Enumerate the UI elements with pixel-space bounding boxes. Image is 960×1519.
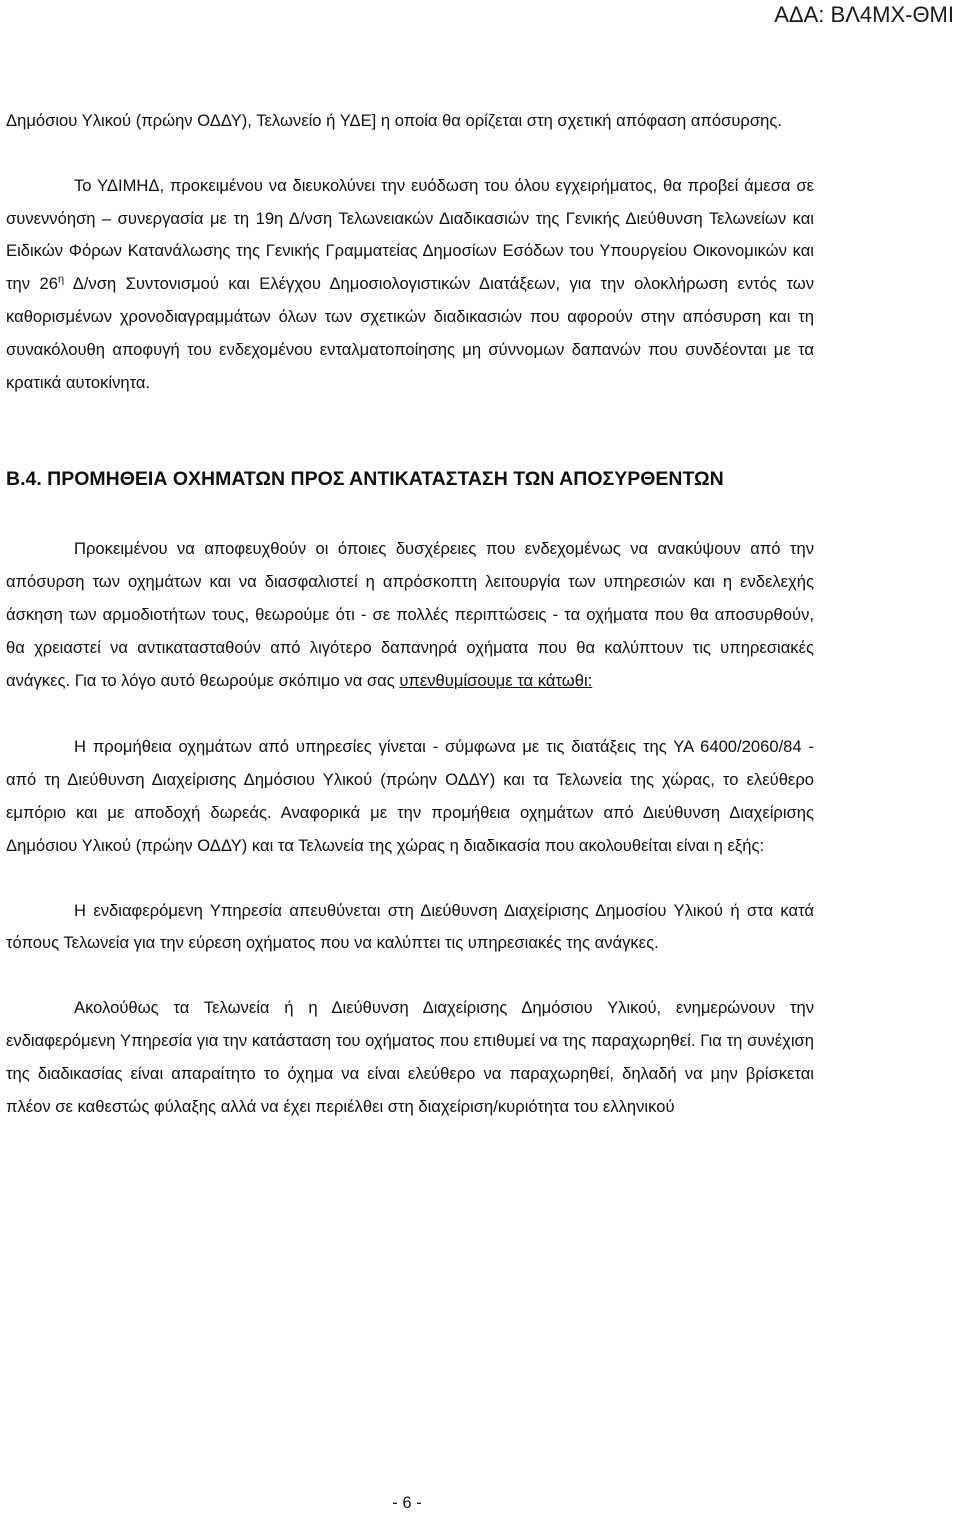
paragraph-1: Δημόσιου Υλικού (πρώην ΟΔΔΥ), Τελωνείο ή ΥΔΕ] η οποία θα ορίζεται στη σχετική απόφαση απόσυρσης.: [6, 111, 782, 130]
paragraph-4: Η προμήθεια οχημάτων από υπηρεσίες γίνεται - σύμφωνα με τις διατάξεις της ΥΑ 6400/2060/84 - από τη Διεύθυνση Διαχείρισης Δημόσιου Υλικού (πρώην ΟΔΔΥ) και τα Τελωνεία της χώρας, το ελεύθερο εμπόριο και με αποδοχή δωρεάς. Αναφορικά με την προμήθεια οχημάτων από Διεύθυνση Διαχείρισης Δημόσιου Υλικού (πρώην ΟΔΔΥ) και τα Τελωνεία της χώρας η διαδικασία που ακολουθείται είναι η εξής:: [6, 737, 814, 855]
ada-code: ΑΔΑ: ΒΛ4ΜΧ-ΘΜΙ: [774, 2, 954, 27]
paragraph-3-underlined-text: υπενθυμίσουμε τα κάτωθι:: [399, 670, 593, 690]
paragraph-2-text-start: Το ΥΔΙΜΗΔ, προκειμένου να διευκολύνει την ευόδωση του όλου εγχειρήματος, θα προβεί άμεσα σε συνεννόηση – συνεργασία με τη 19η Δ/νση Τελωνειακών Διαδικασιών της Γενικής Διεύθυνση Τελωνείων και Ειδικών Φόρων Κατανάλωσης της Γενικής Γραμματείας Δημοσίων Εσόδων του Υπουργείου Οικονομικών και την 26: [6, 175, 814, 294]
page-number: - 6 -: [392, 1493, 422, 1512]
paragraph-3-text: Προκειμένου να αποφευχθούν οι όποιες δυσχέρειες που ενδεχομένως να ανακύψουν από την απόσυρση των οχημάτων και να διασφαλιστεί η απρόσκοπτη λειτουργία των υπηρεσιών και η ενδελεχής άσκηση των αρμοδιοτήτων τους, θεωρούμε ότι - σε πολλές περιπτώσεις - τα οχήματα που θα αποσυρθούν, θα χρειαστεί να αντικατασταθούν από λιγότερο δαπανηρά οχήματα που θα καλύπτουν τις υπηρεσιακές ανάγκες. Για το λόγο αυτό θεωρούμε σκόπιμο να σας: [6, 539, 814, 690]
paragraph-2: [6, 170, 814, 400]
paragraph-5: Η ενδιαφερόμενη Υπηρεσία απευθύνεται στη Διεύθυνση Διαχείρισης Δημοσίου Υλικού ή στα κατά τόπους Τελωνεία για την εύρεση οχήματος που να καλύπτει τις υπηρεσιακές της ανάγκες.: [6, 900, 814, 953]
ordinal-superscript: η: [58, 273, 65, 286]
paragraph-2-text-end: Δ/νση Συντονισμού και Ελέγχου Δημοσιολογιστικών Διατάξεων, για την ολοκλήρωση εντός των καθορισμένων χρονοδιαγραμμάτων όλων των σχετικών διαδικασιών που αφορούν στην απόσυρση και τη συνακόλουθη αποφυγή του ενδεχομένου ενταλματοποίησης μη σύννομων δαπανών που συνδέονται με τα κρατικά αυτοκίνητα.: [6, 274, 814, 392]
paragraph-3: [6, 533, 814, 697]
paragraph-6: Ακολούθως τα Τελωνεία ή η Διεύθυνση Διαχείρισης Δημόσιου Υλικού, ενημερώνουν την ενδιαφερόμενη Υπηρεσία για την κατάσταση του οχήματος που επιθυμεί να της παραχωρηθεί. Για τη συνέχιση της διαδικασίας είναι απαραίτητο το όχημα να είναι ελεύθερο να παραχωρηθεί, δηλαδή να μην βρίσκεται πλέον σε καθεστώς φύλαξης αλλά να έχει περιέλθει στη διαχείριση/κυριότητα του ελληνικού: [6, 998, 814, 1116]
document-body: [6, 105, 814, 1123]
section-heading: Β.4. ΠΡΟΜΗΘΕΙΑ ΟΧΗΜΑΤΩΝ ΠΡΟΣ ΑΝΤΙΚΑΤΑΣΤΑΣΗ ΤΩΝ ΑΠΟΣΥΡΘΕΝΤΩΝ: [6, 468, 724, 491]
